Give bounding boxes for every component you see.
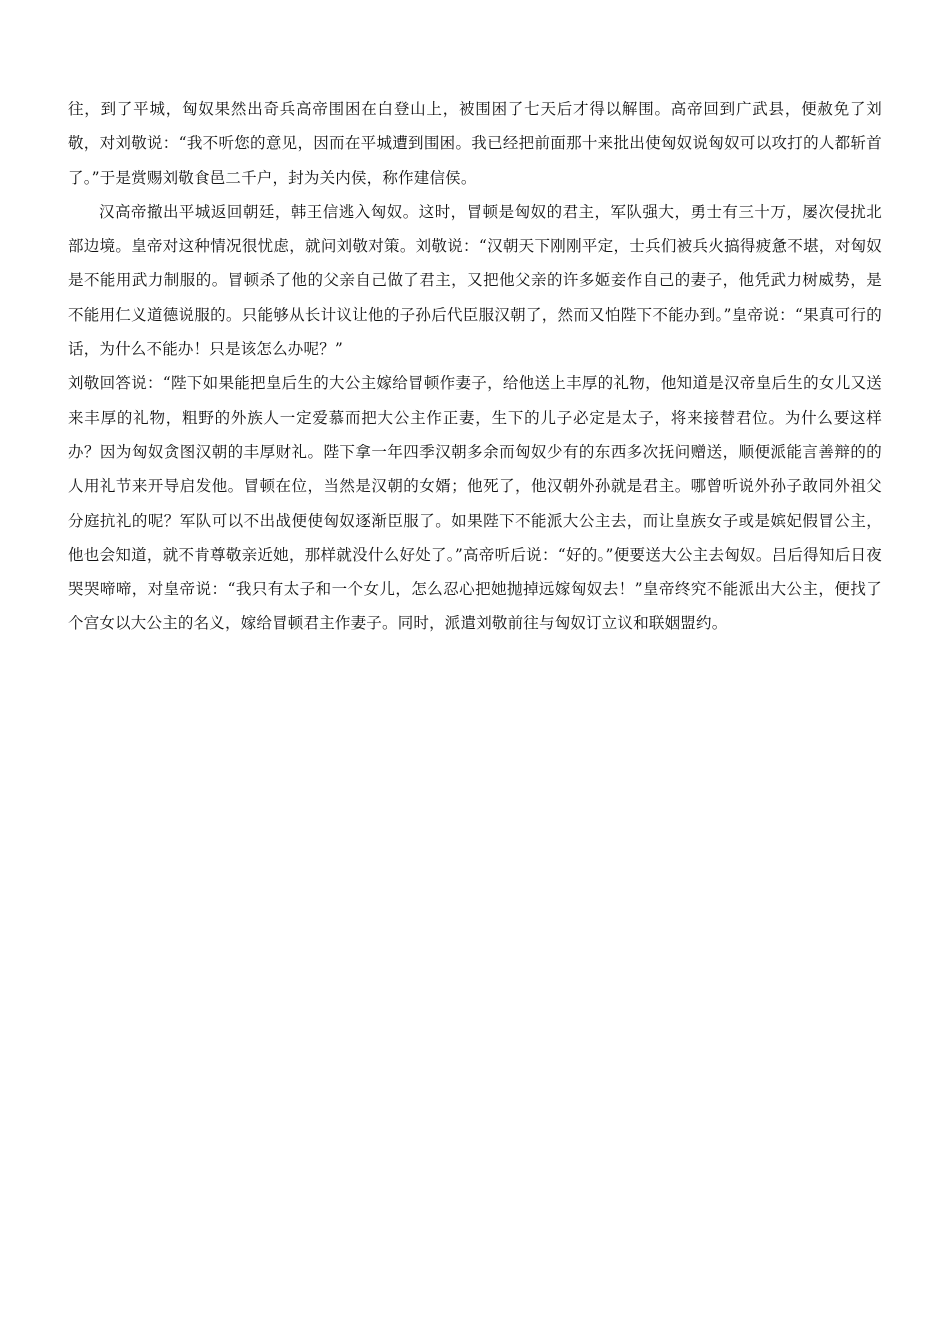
- document-page: [68, 92, 882, 641]
- paragraph-2: 汉高帝撤出平城返回朝廷，韩王信逃入匈奴。这时，冒顿是匈奴的君主，军队强大，勇士有三十万，屡次侵扰北部边境。皇帝对这种情况很忧虑，就问刘敬对策。刘敬说：“汉朝天下刚刚平定，士兵们被兵火搞得疲惫不堪，对匈奴是不能用武力制服的。冒顿杀了他的父亲自己做了君主，又把他父亲的许多姬妾作自己的妻子，他凭武力树威势，是不能用仁义道德说服的。只能够从长计议让他的子孙后代臣服汉朝了，然而又怕陛下不能办到。”皇帝说：“果真可行的话，为什么不能办！只是该怎么办呢？”: [68, 202, 882, 359]
- paragraph-3: 刘敬回答说：“陛下如果能把皇后生的大公主嫁给冒顿作妻子，给他送上丰厚的礼物，他知道是汉帝皇后生的女儿又送来丰厚的礼物，粗野的外族人一定爱慕而把大公主作正妻，生下的儿子必定是太子，将来接替君位。为什么要这样办？因为匈奴贪图汉朝的丰厚财礼。陛下拿一年四季汉朝多余而匈奴少有的东西多次抚问赠送，顺便派能言善辩的的人用礼节来开导启发他。冒顿在位，当然是汉朝的女婿；他死了，他汉朝外孙就是君主。哪曾听说外孙子敢同外祖父分庭抗礼的呢？军队可以不出战便使匈奴逐渐臣服了。如果陛下不能派大公主去，而让皇族女子或是嫔妃假冒公主，他也会知道，就不肯尊敬亲近她，那样就没什么好处了。”高帝听后说：“好的。”便要送大公主去匈奴。吕后得知后日夜哭哭啼啼，对皇帝说：“我只有太子和一个女儿，怎么忍心把她抛掉远嫁匈奴去！”皇帝终究不能派出大公主，便找了个宫女以大公主的名义，嫁给冒顿君主作妻子。同时，派遣刘敬前往与匈奴订立议和联姻盟约。: [68, 374, 882, 633]
- paragraph-1: 往，到了平城，匈奴果然出奇兵高帝围困在白登山上，被围困了七天后才得以解围。高帝回到广武县，便赦免了刘敬，对刘敬说：“我不听您的意见，因而在平城遭到围困。我已经把前面那十来批出使匈奴说匈奴可以攻打的人都斩首了。”于是赏赐刘敬食邑二千户，封为关内侯，称作建信侯。: [68, 100, 882, 187]
